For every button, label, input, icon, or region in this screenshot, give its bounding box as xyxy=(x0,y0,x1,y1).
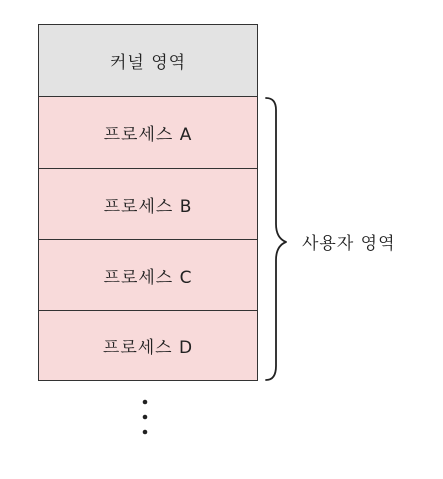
process-a-label: 프로세스 A xyxy=(103,125,193,145)
user-area-brace xyxy=(258,96,298,386)
process-b-label: 프로세스 B xyxy=(103,196,193,217)
memory-stack xyxy=(38,24,258,381)
process-c-block xyxy=(39,239,257,310)
process-a-block xyxy=(39,97,257,168)
process-c-label: 프로세스 C xyxy=(103,267,193,288)
process-d-block xyxy=(39,310,257,380)
kernel-area-label: 커널 영역 xyxy=(109,53,187,73)
kernel-area xyxy=(39,25,257,97)
process-b-block xyxy=(39,168,257,239)
process-d-label: 프로세스 D xyxy=(102,338,194,358)
user-area-label: 사용자 영역 xyxy=(302,234,396,254)
continuation-dots xyxy=(138,396,152,440)
